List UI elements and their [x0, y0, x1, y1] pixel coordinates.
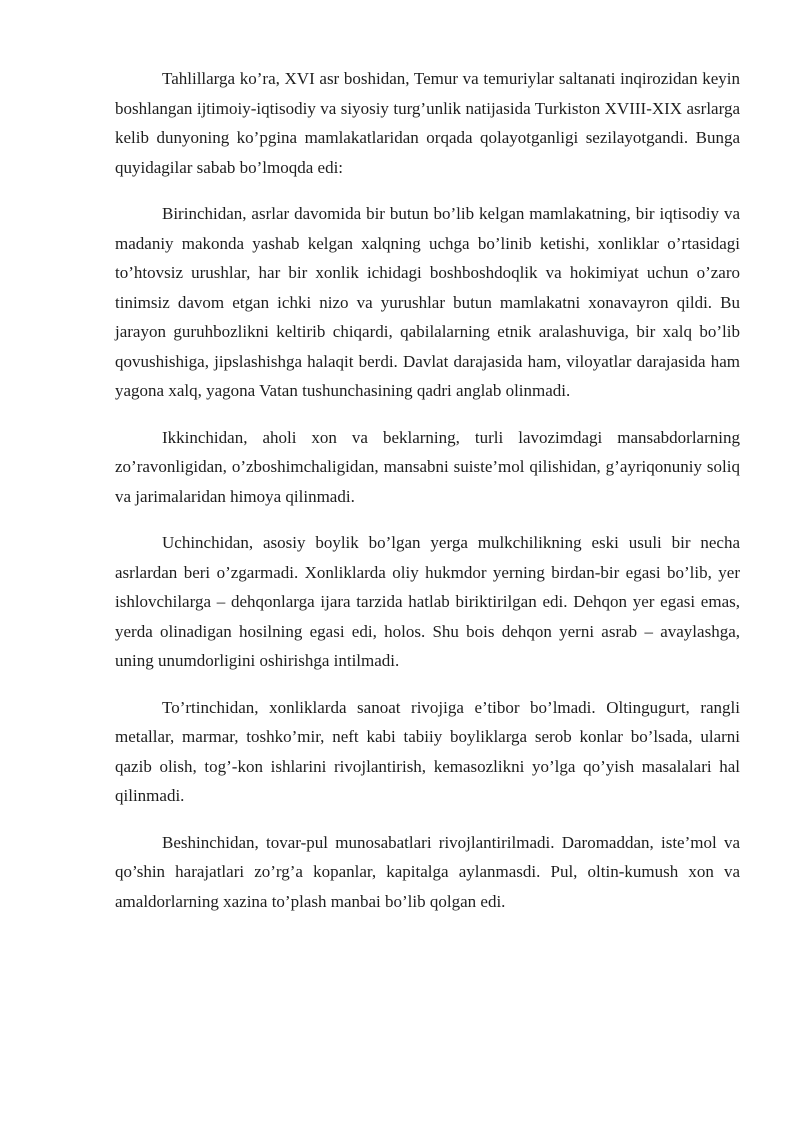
paragraph-fourth-reason: To’rtinchidan, xonliklarda sanoat rivojiga e’tibor bo’lmadi. Oltingugurt, rangli metallar, marmar, toshko’mir, neft kabi tabiiy boyliklarga serob konlar bo’lsada, ularni qazib olish, tog’-kon ishlarini rivojlantirish, kemasozlikni yo’lga qo’yish masalalari hal qilinmadi.: [115, 697, 740, 805]
paragraph-fifth-reason: Beshinchidan, tovar-pul munosabatlari rivojlantirilmadi. Daromaddan, iste’mol va qo’shin harajatlari zo’rg’a kopanlar, kapitalga aylanmasdi. Pul, oltin-kumush xon va amaldorlarning xazina to’plash manbai bo’lib qolgan edi.: [115, 832, 740, 911]
paragraph-first-reason: Birinchidan, asrlar davomida bir butun bo’lib kelgan mamlakatning, bir iqtisodiy va madaniy makonda yashab kelgan xalqning uchga bo’linib ketishi, xonliklar o’rtasidagi to’htovsiz urushlar, har bir xonlik ichidagi boshboshdoqlik va hokimiyat uchun o’zaro tinimsiz davom etgan ichki nizo va yurushlar butun mamlakatni xonavayron qildi. Bu jarayon guruhbozlikni keltirib chiqardi, qabilalarning etnik aralashuviga, bir xalq bo’lib qovushishiga, jipslashishga halaqit berdi. Davlat darajasida ham, viloyatlar darajasida ham yagona xalq, yagona Vatan tushunchasining qadri anglab olinmadi.: [115, 204, 740, 400]
paragraph-intro: Tahlillarga ko’ra, XVI asr boshidan, Temur va temuriylar saltanati inqirozidan keyin boshlangan ijtimoiy-iqtisodiy va siyosiy turg’unlik natijasida Turkiston XVIII-XIX asrlarga kelib dunyoning ko’pgina mamlakatlaridan orqada qolayotganligi sezilayotgandi. Bunga quyidagilar sabab bo’lmoqda edi:: [115, 69, 740, 177]
paragraph-third-reason: Uchinchidan, asosiy boylik bo’lgan yerga mulkchilikning eski usuli bir necha asrlardan beri o’zgarmadi. Xonliklarda oliy hukmdor yerning birdan-bir egasi bo’lib, yer ishlovchilarga – dehqonlarga ijara tarzida hatlab biriktirilgan edi. Dehqon yer egasi emas, yerda olinadigan hosilning egasi edi, holos. Shu bois dehqon yerni asrab – avaylashga, uning unumdorligini oshirishga intilmadi.: [115, 533, 740, 670]
document-page: [115, 64, 740, 916]
paragraph-second-reason: Ikkinchidan, aholi xon va beklarning, turli lavozimdagi mansabdorlarning zo’ravonligidan, o’zboshimchaligidan, mansabni suiste’mol qilishidan, g’ayriqonuniy soliq va jarimalaridan himoya qilinmadi.: [115, 427, 740, 506]
